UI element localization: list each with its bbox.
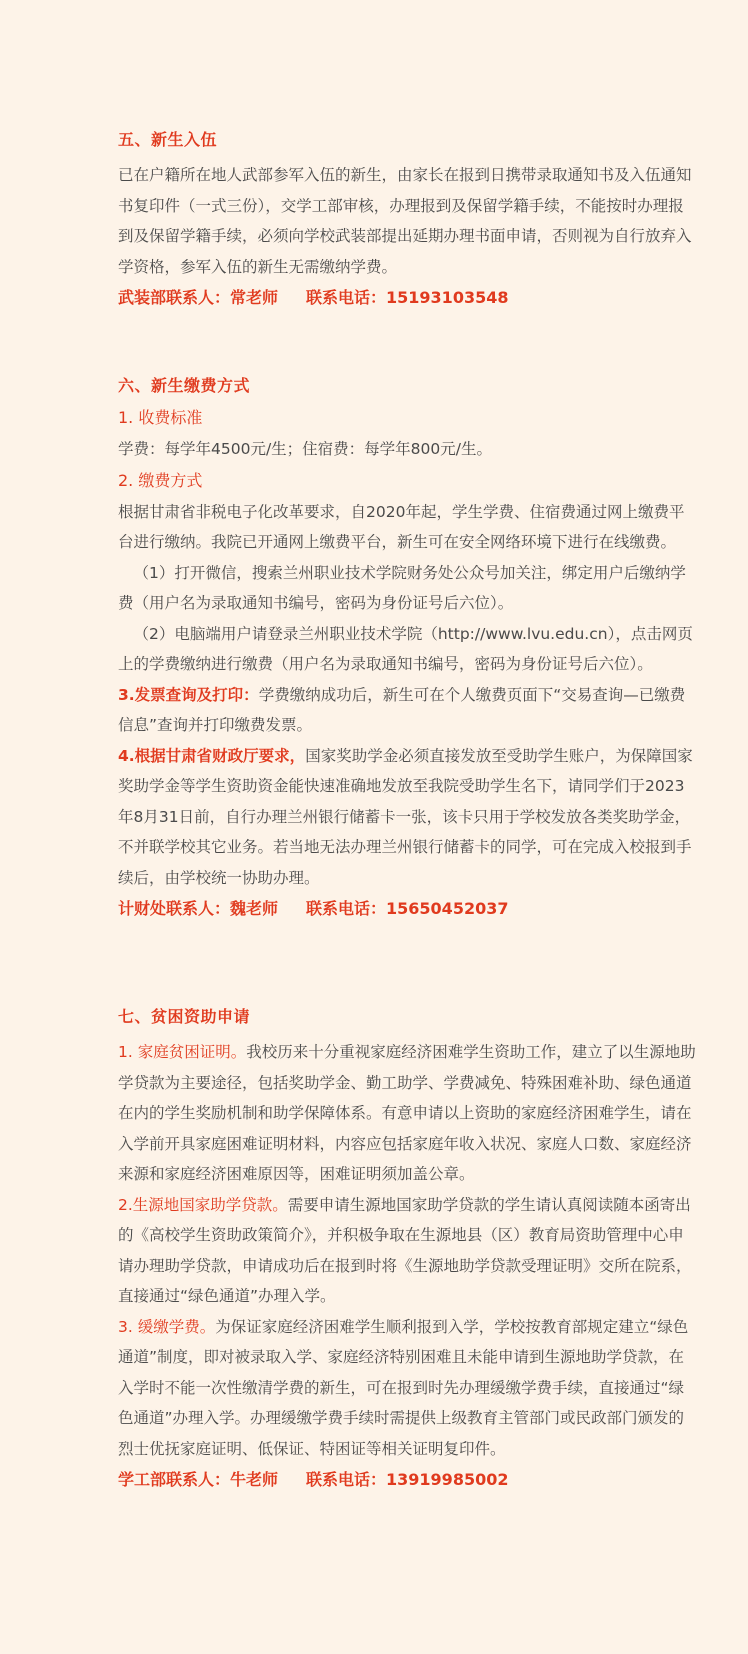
deferred-fee-paragraph: [118, 1312, 698, 1465]
student-loan-paragraph: [118, 1190, 698, 1312]
section-enlistment: [118, 128, 698, 312]
section-title: 六、新生缴费方式: [118, 376, 251, 395]
fee-text: 学费：每学年4500元/生；住宿费：每学年800元/生。: [118, 440, 492, 458]
bank-card-text: 国家奖助学金必须直接发放至受助学生账户，为保障国家奖助学金等学生资助资金能快速准确地发放至我院受助学生名下，请同学们于2023年8月31日前，自行办理兰州银行储蓄卡一张，该卡只用于学校发放各类奖助学金，不并联学校其它业务。若当地无法办理兰州银行储蓄卡的同学，可在完成入校报到手续后，由学校统一协助办理。: [118, 746, 693, 887]
contact-phone: 联系电话：15650452037: [306, 899, 509, 918]
contact-line: [118, 284, 698, 312]
deferred-fee-lead: 3. 缓缴学费。: [118, 1317, 216, 1336]
contact-line: [118, 895, 698, 923]
poverty-proof-paragraph: [118, 1037, 698, 1190]
bank-card-paragraph: [118, 741, 698, 894]
web-paragraph: （2）电脑端用户请登录兰州职业技术学院（http://www.lvu.edu.cn），点击网页上的学费缴纳进行缴费（用户名为录取通知书编号，密码为身份证号后六位）。: [118, 624, 693, 673]
poverty-proof-text: 我校历来十分重视家庭经济困难学生资助工作，建立了以生源地助学贷款为主要途径，包括奖助学金、勤工助学、学费减免、特殊困难补助、绿色通道在内的学生奖励机制和助学保障体系。有意申请以上资助的家庭经济困难学生，请在入学前开具家庭困难证明材料，内容应包括家庭年收入状况、家庭人口数、家庭经济来源和家庭经济困难原因等，困难证明须加盖公章。: [118, 1043, 696, 1183]
contact-line: [118, 1466, 698, 1494]
section-payment: [118, 374, 698, 923]
invoice-paragraph: [118, 680, 698, 741]
subheading-fee-standard: 1. 收费标准: [118, 408, 203, 427]
invoice-text: 学费缴纳成功后，新生可在个人缴费页面下“交易查询—已缴费信息”查询并打印缴费发票。: [118, 685, 686, 734]
wechat-paragraph: （1）打开微信，搜索兰州职业技术学院财务处公众号加关注，绑定用户后缴纳学费（用户名为录取通知书编号，密码为身份证号后六位）。: [118, 563, 686, 612]
contact-phone: 联系电话：15193103548: [306, 288, 509, 307]
student-loan-text: 需要申请生源地国家助学贷款的学生请认真阅读随本函寄出的《高校学生资助政策简介》，并积极争取在生源地县（区）教育局资助管理中心申请办理助学贷款，申请成功后在报到时将《生源地助学贷款受理证明》交所在院系，直接通过“绿色通道”办理入学。: [118, 1195, 692, 1305]
contact-person: 学工部联系人：牛老师: [118, 1470, 279, 1489]
section-financial-aid: [118, 1005, 698, 1494]
content-area: [118, 128, 698, 1494]
contact-person: 武装部联系人：常老师: [118, 288, 279, 307]
poverty-proof-lead: 1. 家庭贫困证明。: [118, 1043, 247, 1061]
section-title: 五、新生入伍: [118, 130, 218, 149]
invoice-lead: 3.发票查询及打印：: [118, 685, 259, 704]
student-loan-lead: 2.生源地国家助学贷款。: [118, 1195, 288, 1214]
section-paragraph: 已在户籍所在地人武部参军入伍的新生，由家长在报到日携带录取通知书及入伍通知书复印件（一式三份），交学工部审核，办理报到及保留学籍手续，不能按时办理报到及保留学籍手续，必须向学校武装部提出延期办理书面申请，否则视为自行放弃入学资格，参军入伍的新生无需缴纳学费。: [118, 166, 692, 276]
section-title: 七、贫困资助申请: [118, 1007, 251, 1026]
deferred-fee-text: 为保证家庭经济困难学生顺利报到入学，学校按教育部规定建立“绿色通道”制度，即对被录取入学、家庭经济特别困难且未能申请到生源地助学贷款，在入学时不能一次性缴清学费的新生，可在报到时先办理缓缴学费手续，直接通过“绿色通道”办理入学。办理缓缴学费手续时需提供上级教育主管部门或民政部门颁发的烈士优抚家庭证明、低保证、特困证等相关证明复印件。: [118, 1317, 689, 1458]
contact-phone: 联系电话：13919985002: [306, 1470, 509, 1489]
subheading-payment-method: 2. 缴费方式: [118, 470, 203, 490]
contact-person: 计财处联系人：魏老师: [118, 899, 279, 918]
payment-paragraph: 根据甘肃省非税电子化改革要求，自2020年起，学生学费、住宿费通过网上缴费平台进行缴纳。我院已开通网上缴费平台，新生可在安全网络环境下进行在线缴费。: [118, 502, 685, 551]
bank-card-lead: 4.根据甘肃省财政厅要求，: [118, 746, 306, 765]
